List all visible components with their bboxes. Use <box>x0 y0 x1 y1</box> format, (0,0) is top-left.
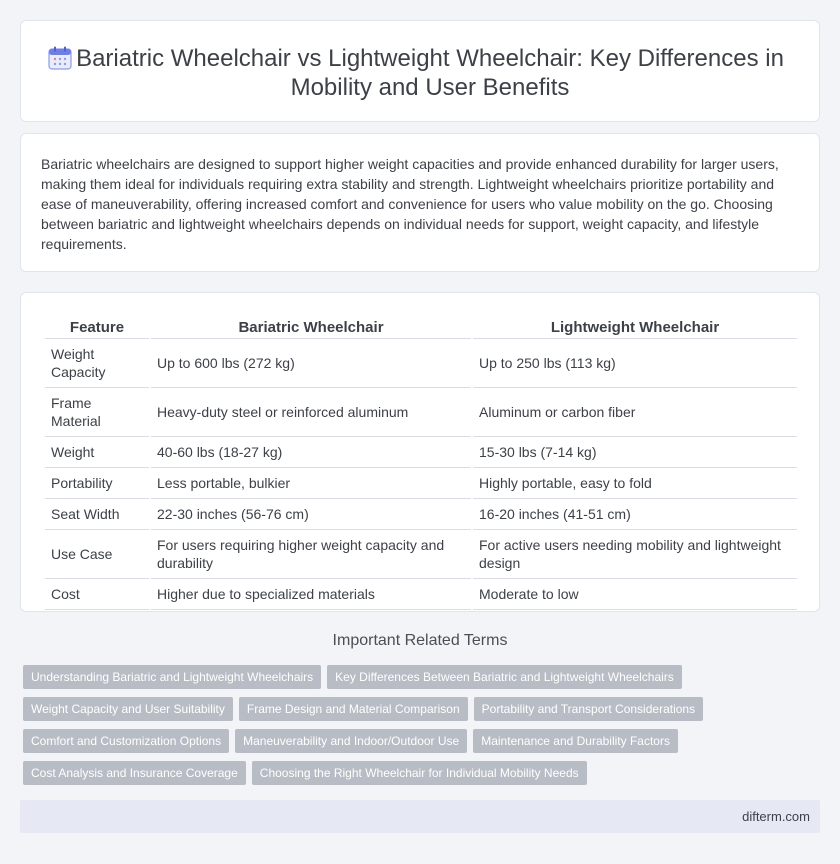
feature-cell: Weight <box>45 437 149 468</box>
bariatric-cell: For users requiring higher weight capacity and durability <box>151 530 471 579</box>
tag-row <box>23 729 823 753</box>
lightweight-cell: Highly portable, easy to fold <box>473 468 797 499</box>
feature-cell: Portability <box>45 468 149 499</box>
header-lightweight: Lightweight Wheelchair <box>473 313 797 339</box>
intro-card <box>20 133 820 272</box>
intro-text: Bariatric wheelchairs are designed to support higher weight capacities and provide enhanced durability for larger users, making them ideal for individuals requiring extra stability and strength. Lightweight wheelchairs prioritize portability and ease of maneuverability, offering increased comfort and convenience for users who value mobility on the go. Choosing between bariatric and lightweight wheelchairs depends on individual needs for support, weight capacity, and lifestyle requirements. <box>41 156 779 252</box>
related-term-tag[interactable]: Comfort and Customization Options <box>23 729 229 753</box>
related-term-tag[interactable]: Weight Capacity and User Suitability <box>23 697 233 721</box>
feature-cell: Frame Material <box>45 388 149 437</box>
lightweight-cell: Up to 250 lbs (113 kg) <box>473 339 797 388</box>
comparison-card <box>20 292 820 612</box>
table-row <box>45 388 797 437</box>
bariatric-cell: Heavy-duty steel or reinforced aluminum <box>151 388 471 437</box>
bariatric-cell: Less portable, bulkier <box>151 468 471 499</box>
related-term-tag[interactable]: Understanding Bariatric and Lightweight Wheelchairs <box>23 665 321 689</box>
related-terms-tags <box>23 665 823 793</box>
tag-row <box>23 697 823 721</box>
related-term-tag[interactable]: Choosing the Right Wheelchair for Individual Mobility Needs <box>252 761 587 785</box>
comparison-table <box>43 313 799 610</box>
bariatric-cell: Higher due to specialized materials <box>151 579 471 610</box>
page-title: Bariatric Wheelchair vs Lightweight Wheelchair: Key Differences in Mobility and User Benefits <box>76 45 784 101</box>
lightweight-cell: 15-30 lbs (7-14 kg) <box>473 437 797 468</box>
feature-cell: Use Case <box>45 530 149 579</box>
related-term-tag[interactable]: Cost Analysis and Insurance Coverage <box>23 761 246 785</box>
tag-row <box>23 761 823 785</box>
table-row <box>45 437 797 468</box>
feature-cell: Cost <box>45 579 149 610</box>
table-row <box>45 468 797 499</box>
table-row <box>45 339 797 388</box>
site-link[interactable]: difterm.com <box>742 809 810 824</box>
lightweight-cell: 16-20 inches (41-51 cm) <box>473 499 797 530</box>
related-term-tag[interactable]: Portability and Transport Considerations <box>474 697 703 721</box>
bariatric-cell: Up to 600 lbs (272 kg) <box>151 339 471 388</box>
footer <box>20 800 820 833</box>
feature-cell: Weight Capacity <box>45 339 149 388</box>
table-row <box>45 579 797 610</box>
header-card <box>20 20 820 122</box>
related-terms-title: Important Related Terms <box>332 632 508 649</box>
bariatric-cell: 22-30 inches (56-76 cm) <box>151 499 471 530</box>
related-term-tag[interactable]: Key Differences Between Bariatric and Lightweight Wheelchairs <box>327 665 682 689</box>
related-term-tag[interactable]: Maneuverability and Indoor/Outdoor Use <box>235 729 467 753</box>
bariatric-cell: 40-60 lbs (18-27 kg) <box>151 437 471 468</box>
table-row <box>45 530 797 579</box>
feature-cell: Seat Width <box>45 499 149 530</box>
table-row <box>45 499 797 530</box>
table-header-row <box>45 313 797 339</box>
lightweight-cell: Moderate to low <box>473 579 797 610</box>
lightweight-cell: For active users needing mobility and lightweight design <box>473 530 797 579</box>
lightweight-cell: Aluminum or carbon fiber <box>473 388 797 437</box>
header-bariatric: Bariatric Wheelchair <box>151 313 471 339</box>
header-feature: Feature <box>45 313 149 339</box>
related-term-tag[interactable]: Maintenance and Durability Factors <box>473 729 678 753</box>
related-term-tag[interactable]: Frame Design and Material Comparison <box>239 697 468 721</box>
tag-row <box>23 665 823 689</box>
